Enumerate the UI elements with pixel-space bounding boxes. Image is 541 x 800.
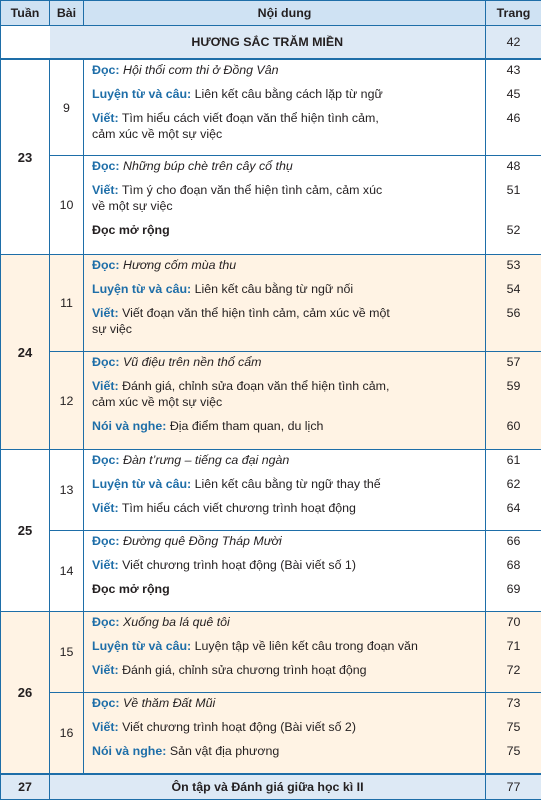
item-label: Luyện từ và câu: [92,477,191,491]
item-label: Luyện từ và câu: [92,282,191,296]
content-item [92,743,477,759]
item-text: Viết chương trình hoạt động (Bài viết số 2) [122,720,356,734]
item-text-continued: về một sự việc [92,198,477,214]
content-item [92,110,477,142]
content-item [92,182,477,214]
page-number: 48 [486,158,541,174]
item-label: Viết: [92,501,119,515]
page-number: 66 [486,533,541,549]
item-label: Nói và nghe: [92,744,166,758]
page-number: 57 [486,354,541,370]
item-label: Nói và nghe: [92,419,166,433]
content-item [92,62,477,78]
page-number: 53 [486,257,541,273]
section-page: 42 [486,26,541,59]
item-text: Địa điểm tham quan, du lịch [170,419,324,433]
content-item [92,638,477,654]
header-row [1,1,541,26]
content-item [92,533,477,549]
lesson-row [1,612,541,693]
content-item [92,500,477,516]
week-number: 25 [1,450,50,612]
lesson-pages [486,612,541,693]
content-item [92,695,477,711]
page-number: 45 [486,86,541,102]
item-text: Liên kết câu bằng cách lặp từ ngữ [195,87,383,101]
final-page: 77 [486,775,541,800]
item-text: Liên kết câu bằng từ ngữ nối [195,282,354,296]
content-item [92,557,477,573]
item-text-continued: cảm xúc về một sự việc [92,394,477,410]
reading-title: Hương cốm mùa thu [123,258,236,272]
content-item [92,614,477,630]
lesson-pages [486,255,541,352]
lesson-pages [486,693,541,774]
lesson-content [84,60,486,156]
lesson-pages [486,450,541,531]
content-item [92,354,477,370]
lesson-row [1,531,541,612]
content-item [92,378,477,410]
page-number: 60 [486,418,541,434]
lesson-content [84,255,486,352]
item-text: Viết chương trình hoạt động (Bài viết số 1) [122,558,356,572]
content-item [92,662,477,678]
lesson-number: 10 [50,156,84,255]
page-number: 75 [486,719,541,735]
lesson-content [84,450,486,531]
lesson-number: 12 [50,352,84,450]
lesson-number: 11 [50,255,84,352]
item-text: Tìm hiểu cách viết chương trình hoạt động [122,501,356,515]
lesson-content [84,156,486,255]
item-label: Viết: [92,720,119,734]
item-label: Viết: [92,183,119,197]
page-number: 75 [486,743,541,759]
lesson-row [1,60,541,156]
item-text: Đánh giá, chỉnh sửa chương trình hoạt động [122,663,366,677]
item-label: Luyện từ và câu: [92,87,191,101]
week-number: 26 [1,612,50,774]
section-blank [1,26,50,59]
page-number: 71 [486,638,541,654]
item-label: Đọc: [92,534,120,548]
week-number: 24 [1,255,50,450]
content-item [92,257,477,273]
reading-title: Đàn t’rưng – tiếng ca đại ngàn [123,453,289,467]
lesson-pages [486,352,541,450]
reading-title: Vũ điệu trên nền thổ cẩm [123,355,261,369]
item-label: Viết: [92,306,119,320]
col-noi-dung: Nội dung [84,1,486,26]
item-label: Đọc mở rộng [92,223,170,237]
page-number: 73 [486,695,541,711]
content-item [92,476,477,492]
lesson-row [1,255,541,352]
item-text: Tìm ý cho đoạn văn thể hiện tình cảm, cảm xúc [122,183,382,197]
item-text-continued: cảm xúc về một sự việc [92,126,477,142]
reading-title: Hội thổi cơm thi ở Đồng Vân [123,63,278,77]
item-label: Viết: [92,111,119,125]
item-text-continued: sự việc [92,321,477,337]
weeks-table [0,59,541,774]
content-item [92,719,477,735]
page-number: 70 [486,614,541,630]
item-text: Luyện tập về liên kết câu trong đoạn văn [195,639,418,653]
content-item [92,86,477,102]
lesson-pages [486,60,541,156]
final-week: 27 [1,775,50,800]
page-number: 46 [486,110,541,142]
reading-title: Những búp chè trên cây cổ thụ [123,159,293,173]
item-text: Sản vật địa phương [170,744,279,758]
col-trang: Trang [486,1,541,26]
reading-title: Đường quê Đồng Tháp Mười [123,534,282,548]
page-number: 43 [486,62,541,78]
content-item [92,418,477,434]
lesson-number: 15 [50,612,84,693]
reading-title: Về thăm Đất Mũi [123,696,215,710]
final-title: Ôn tập và Đánh giá giữa học kì II [50,775,486,800]
contents-table [0,0,541,59]
lesson-number: 14 [50,531,84,612]
item-label: Đọc mở rộng [92,582,170,596]
item-label: Viết: [92,558,119,572]
item-text: Đánh giá, chỉnh sửa đoạn văn thể hiện tình cảm, [122,379,389,393]
lesson-row [1,693,541,774]
lesson-row [1,450,541,531]
lesson-number: 13 [50,450,84,531]
lesson-pages [486,531,541,612]
lesson-content [84,531,486,612]
page-number: 68 [486,557,541,573]
item-label: Đọc: [92,159,120,173]
content-item [92,222,477,238]
week-number: 23 [1,60,50,255]
content-item [92,281,477,297]
item-label: Đọc: [92,63,120,77]
item-label: Đọc: [92,696,120,710]
page-number: 56 [486,305,541,337]
page-number: 72 [486,662,541,678]
page-number: 64 [486,500,541,516]
lesson-content [84,693,486,774]
item-label: Đọc: [92,355,120,369]
item-label: Viết: [92,663,119,677]
lesson-content [84,352,486,450]
col-tuan: Tuần [1,1,50,26]
section-title: HƯƠNG SẮC TRĂM MIỀN [50,26,486,59]
lesson-row [1,156,541,255]
page-number: 69 [486,581,541,597]
item-label: Đọc: [92,453,120,467]
lesson-number: 16 [50,693,84,774]
lesson-row [1,352,541,450]
reading-title: Xuống ba lá quê tôi [123,615,230,629]
content-item [92,581,477,597]
col-bai: Bài [50,1,84,26]
page-number: 62 [486,476,541,492]
item-text: Liên kết câu bằng từ ngữ thay thế [195,477,381,491]
final-row [1,775,541,800]
lesson-number: 9 [50,60,84,156]
final-table [0,774,541,800]
page-number: 54 [486,281,541,297]
item-label: Đọc: [92,258,120,272]
content-item [92,305,477,337]
content-item [92,158,477,174]
page-number: 51 [486,182,541,214]
item-label: Đọc: [92,615,120,629]
lesson-content [84,612,486,693]
item-label: Luyện từ và câu: [92,639,191,653]
item-text: Viết đoạn văn thể hiện tình cảm, cảm xúc về một [122,306,390,320]
lesson-pages [486,156,541,255]
page-number: 52 [486,222,541,238]
page-number: 59 [486,378,541,410]
section-row [1,26,541,59]
item-label: Viết: [92,379,119,393]
content-item [92,452,477,468]
page-number: 61 [486,452,541,468]
item-text: Tìm hiểu cách viết đoạn văn thể hiện tình cảm, [122,111,379,125]
